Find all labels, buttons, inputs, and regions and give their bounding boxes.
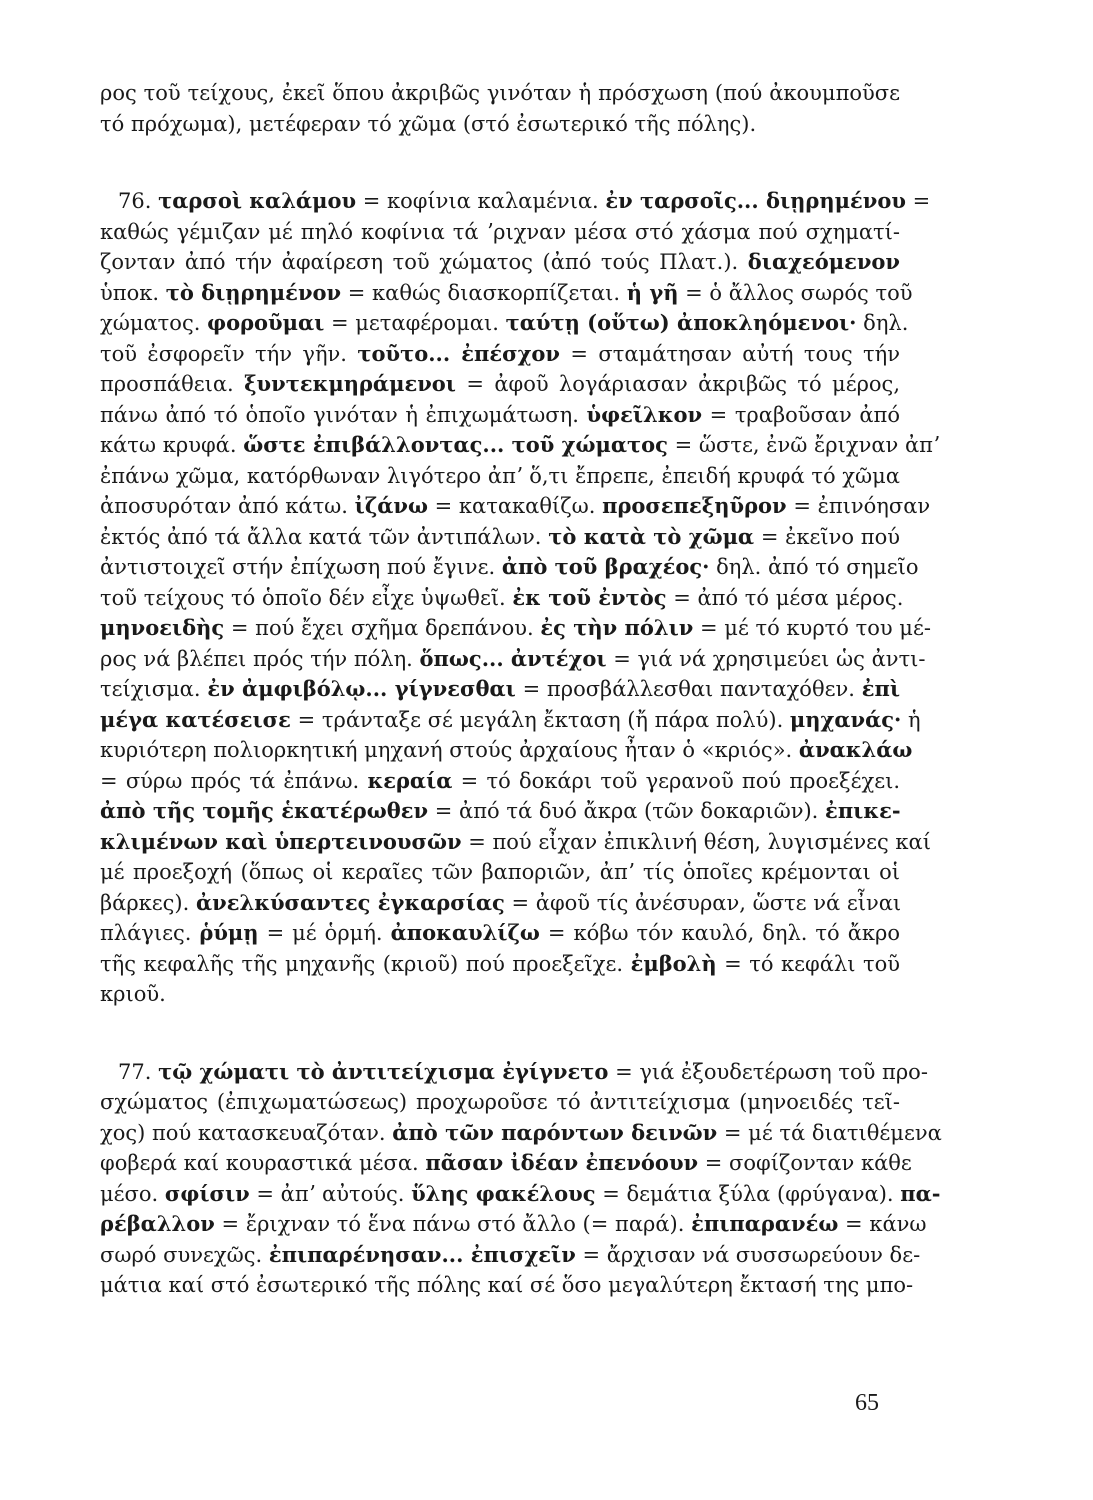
lemma-term: διαχεόμενον [747, 249, 900, 274]
text-line [100, 1148, 912, 1179]
gloss-text: 77. [118, 1059, 159, 1084]
lemma-term: ὕλης φακέλους [411, 1180, 596, 1206]
gloss-text: ἀποσυρόταν ἀπό κάτω. [100, 494, 355, 518]
lemma-term: ἐπιπαρένησαν... ἐπισχεῖν [268, 1241, 576, 1267]
gloss-text: σχώματος (ἐπιχωματώσεως) προχωροῦσε τό ἀντιτείχισμα (μηνοειδές τεῖ- [100, 1090, 900, 1114]
paragraph-76 [100, 186, 940, 1010]
lemma-term: ἐν ἀμφιβόλῳ... γίγνεσθαι [207, 676, 516, 701]
lemma-term: ὑφεῖλκον [586, 401, 703, 427]
text-line [100, 796, 900, 827]
gloss-text: = πού εἶχαν ἐπικλινή θέση, λυγισμένες καί [461, 829, 931, 854]
gloss-text: = μέ ὁρμή. [258, 921, 391, 945]
gloss-text: ὑποκ. [100, 280, 166, 305]
gloss-text: 76. [118, 189, 159, 213]
text-line [100, 949, 900, 980]
gloss-text: = ἐπινόησαν [786, 494, 931, 518]
lemma-term: ἡ γῆ [626, 279, 679, 305]
text-line [100, 888, 900, 919]
lemma-term: ἐπὶ [861, 676, 900, 701]
text-line [100, 583, 904, 614]
lemma-term: μέγα κατέσεισε [100, 706, 291, 732]
lemma-term: φοροῦμαι [207, 310, 325, 335]
lemma-term: ὥστε ἐπιβάλλοντας... τοῦ χώματος [243, 432, 668, 457]
text-line [100, 674, 900, 705]
lemma-term: μηνοειδὴς [100, 615, 225, 640]
gloss-text: = ἀπό τά δυό ἄκρα (τῶν δοκαριῶν). [428, 799, 826, 823]
text-line [100, 918, 900, 949]
lemma-term: ταύτῃ (οὕτω) ἀποκληόμενοι· [505, 310, 857, 335]
gloss-text: = γιά ἐξουδετέρωση τοῦ προ- [608, 1059, 928, 1084]
gloss-text: = ἀφοῦ τίς ἀνέσυραν, ὥστε νά εἶναι [504, 890, 902, 915]
gloss-text: τῆς κεφαλῆς τῆς μηχανῆς (κριοῦ) πού προεξεῖχε. [100, 951, 631, 976]
gloss-text: πάνω ἀπό τό ὁποῖο γινόταν ἡ ἐπιχωμάτωση. [100, 402, 587, 427]
lemma-term: ἐπιπαρανέω [691, 1211, 839, 1236]
gloss-text: = σύρω πρός τά ἐπάνω. [100, 768, 368, 793]
lemma-term: ἐπικε- [825, 798, 901, 823]
lemma-term: κλιμένων καὶ ὑπερτεινουσῶν [100, 828, 462, 854]
gloss-text: = προσβάλλεσθαι πανταχόθεν. [515, 677, 862, 701]
gloss-text: ἐπάνω χῶμα, κατόρθωναν λιγότερο ἀπʼ ὅ,τι ἔπρεπε, ἐπειδή κρυφά τό χῶμα [100, 463, 900, 488]
text-line [100, 1057, 928, 1088]
gloss-text: = κοφίνια καλαμένια. [356, 189, 606, 213]
text-line [100, 217, 900, 248]
gloss-text: χος) πού κατασκευαζόταν. [100, 1120, 393, 1145]
lemma-term: τῷ χώματι τὸ ἀντιτείχισμα ἐγίγνετο [158, 1058, 609, 1084]
gloss-text: φοβερά καί κουραστικά μέσα. [100, 1151, 426, 1175]
lemma-term: ἐς τὴν πόλιν [540, 615, 694, 640]
gloss-text: = τό δοκάρι τοῦ γερανοῦ πού προεξέχει. [452, 768, 900, 793]
gloss-text: ρος τοῦ τείχους, ἐκεῖ ὅπου ἀκριβῶς γινόταν ἡ πρόσχωση (πού ἀκουμποῦσε [100, 81, 900, 105]
text-line [100, 430, 940, 461]
lemma-term: ἐκ τοῦ ἐντὸς [512, 584, 667, 610]
text-line [100, 1209, 927, 1240]
gloss-text: μάτια καί στό ἐσωτερικό τῆς πόλης καί σέ ὅσο μεγαλύτερη ἔκτασή της μπο- [100, 1273, 914, 1297]
text-line [100, 491, 931, 522]
gloss-text: βάρκες). [100, 890, 196, 915]
gloss-text: = ἔριχναν τό ἕνα πάνω στό ἄλλο (= παρά). [214, 1212, 692, 1236]
gloss-text: χώματος. [100, 311, 208, 335]
text-line [100, 1118, 942, 1149]
text-line [100, 369, 900, 400]
lemma-term: τὸ κατὰ τὸ χῶμα [548, 523, 755, 549]
lemma-term: πα- [900, 1180, 941, 1206]
gloss-text: τοῦ ἐσφορεῖν τήν γῆν. [100, 341, 358, 366]
lemma-term: ἀπὸ τοῦ βραχέος· [501, 554, 710, 579]
paragraph-gap [100, 1010, 900, 1057]
paragraph-intro [100, 78, 900, 139]
text-line [100, 1087, 900, 1118]
gloss-text: ρος νά βλέπει πρός τήν πόλη. [100, 646, 420, 671]
gloss-text: μέσο. [100, 1181, 165, 1206]
gloss-text: ἐκτός ἀπό τά ἄλλα κατά τῶν ἀντιπάλων. [100, 524, 549, 549]
lemma-term: ἀπὸ τῶν παρόντων δεινῶν [392, 1119, 718, 1145]
page-number: 65 [855, 1390, 879, 1416]
text-line [100, 400, 900, 431]
lemma-term: σφίσιν [164, 1180, 250, 1206]
text-line [100, 247, 900, 278]
lemma-term: ἀποκαυλίζω [390, 920, 540, 945]
paragraph-77 [100, 1057, 942, 1301]
gloss-text: μέ προεξοχή (ὅπως οἱ κεραῖες τῶν βαποριῶν, ἀπʼ τίς ὁποῖες κρέμονται οἱ [100, 860, 900, 884]
text-line [100, 78, 900, 109]
text-line [100, 308, 909, 339]
lemma-term: ὅπως... ἀντέχοι [419, 645, 607, 671]
text-line [100, 339, 900, 370]
text-line [100, 766, 900, 797]
gloss-text: = ἀπό τό μέσα μέρος. [666, 585, 904, 610]
gloss-text: = δεμάτια ξύλα (φρύγανα). [595, 1181, 901, 1206]
lemma-term: ξυντεκμηράμενοι [244, 371, 456, 396]
lemma-term: ἰζάνω [354, 493, 428, 518]
text-line [100, 186, 931, 217]
text-line [100, 461, 900, 492]
gloss-text: = πού ἔχει σχῆμα δρεπάνου. [224, 616, 541, 640]
text-line [100, 857, 900, 888]
lemma-term: ἀνακλάω [798, 737, 913, 762]
gloss-text: = ἀπʼ αὐτούς. [249, 1181, 412, 1206]
lemma-term: τοῦτο... ἐπέσχον [357, 340, 560, 366]
gloss-text: = κάνω [838, 1212, 927, 1236]
lemma-term: προσεπεξηῦρον [602, 493, 787, 518]
gloss-text: τείχισμα. [100, 677, 208, 701]
text-line [100, 1270, 914, 1301]
text-line [100, 1240, 921, 1271]
lemma-term: ἀπὸ τῆς τομῆς ἑκατέρωθεν [100, 798, 429, 823]
gloss-text: = ἐκεῖνο πού [754, 524, 901, 549]
text-line [100, 979, 900, 1010]
text-line [100, 522, 900, 553]
gloss-text: = τράνταξε σέ μεγάλη ἔκταση (ἤ πάρα πολύ). [290, 707, 790, 732]
text-line [100, 109, 900, 140]
gloss-text: σωρό συνεχῶς. [100, 1242, 269, 1267]
gloss-text: = σοφίζονταν κάθε [698, 1151, 912, 1175]
gloss-text: τό πρόχωμα), μετέφεραν τό χῶμα (στό ἐσωτερικό τῆς πόλης). [100, 111, 757, 136]
page-text [100, 78, 942, 1301]
gloss-text: κριοῦ. [100, 982, 166, 1006]
gloss-text: = καθώς διασκορπίζεται. [341, 280, 627, 305]
text-line [100, 278, 913, 309]
lemma-term: μηχανάς· [789, 706, 902, 732]
gloss-text: τοῦ τείχους τό ὁποῖο δέν εἶχε ὑψωθεῖ. [100, 585, 513, 610]
gloss-text: = μεταφέρομαι. [324, 311, 506, 335]
gloss-text: = κατακαθίζω. [427, 494, 603, 518]
gloss-text: κυριότερη πολιορκητική μηχανή στούς ἀρχαίους ἦταν ὁ «κριός». [100, 738, 799, 762]
text-line [100, 705, 921, 736]
text-line [100, 552, 919, 583]
gloss-text: = μέ τά διατιθέμενα [717, 1120, 942, 1145]
gloss-text: = τραβοῦσαν ἀπό [702, 402, 901, 427]
gloss-text: καθώς γέμιζαν μέ πηλό κοφίνια τά ʼριχναν μέσα στό χάσμα πού σχηματί- [100, 219, 900, 244]
gloss-text: = τό κεφάλι τοῦ [716, 951, 900, 976]
lemma-term: ἀνελκύσαντες ἐγκαρσίας [195, 889, 505, 915]
gloss-text: = σταμάτησαν αὐτή τους τήν [560, 341, 900, 366]
lemma-term: ῥύμῃ [199, 920, 259, 945]
lemma-term: πᾶσαν ἰδέαν ἐπενόουν [425, 1150, 699, 1175]
gloss-text: ζονταν ἀπό τήν ἀφαίρεση τοῦ χώματος (ἀπό τούς Πλατ.). [100, 250, 748, 274]
paragraph-gap [100, 139, 900, 186]
gloss-text: = γιά νά χρησιμεύει ὡς ἀντι- [606, 646, 926, 671]
gloss-text: = ὥστε, ἐνῶ ἔριχναν ἀπʼ [667, 433, 940, 457]
gloss-text: = μέ τό κυρτό του μέ- [693, 616, 931, 640]
gloss-text: = ὁ ἄλλος σωρός τοῦ [678, 280, 913, 305]
lemma-term: ταρσοὶ καλάμου [158, 188, 357, 213]
gloss-text: κάτω κρυφά. [100, 433, 244, 457]
text-line [100, 644, 926, 675]
lemma-term: κεραία [367, 767, 453, 793]
lemma-term: τὸ διῃρημένον [165, 279, 342, 305]
lemma-term: ἐμβολὴ [630, 950, 717, 976]
gloss-text: = ἄρχισαν νά συσσωρεύουν δε- [575, 1242, 921, 1267]
gloss-text: προσπάθεια. [100, 372, 245, 396]
text-line [100, 1179, 941, 1210]
text-line [100, 613, 931, 644]
gloss-text: πλάγιες. [100, 921, 200, 945]
gloss-text: = κόβω τόν καυλό, δηλ. τό ἄκρο [539, 921, 900, 945]
gloss-text: = ἀφοῦ λογάριασαν ἀκριβῶς τό μέρος, [455, 372, 900, 396]
gloss-text: ἡ [901, 707, 921, 732]
text-line [100, 735, 913, 766]
gloss-text: δηλ. ἀπό τό σημεῖο [709, 555, 919, 579]
gloss-text: δηλ. [856, 311, 909, 335]
lemma-term: ρέβαλλον [100, 1211, 215, 1236]
gloss-text: = [905, 189, 931, 213]
lemma-term: ἐν ταρσοῖς... διῃρημένου [605, 188, 906, 213]
gloss-text: ἀντιστοιχεῖ στήν ἐπίχωση πού ἔγινε. [100, 555, 502, 579]
text-line [100, 827, 931, 858]
